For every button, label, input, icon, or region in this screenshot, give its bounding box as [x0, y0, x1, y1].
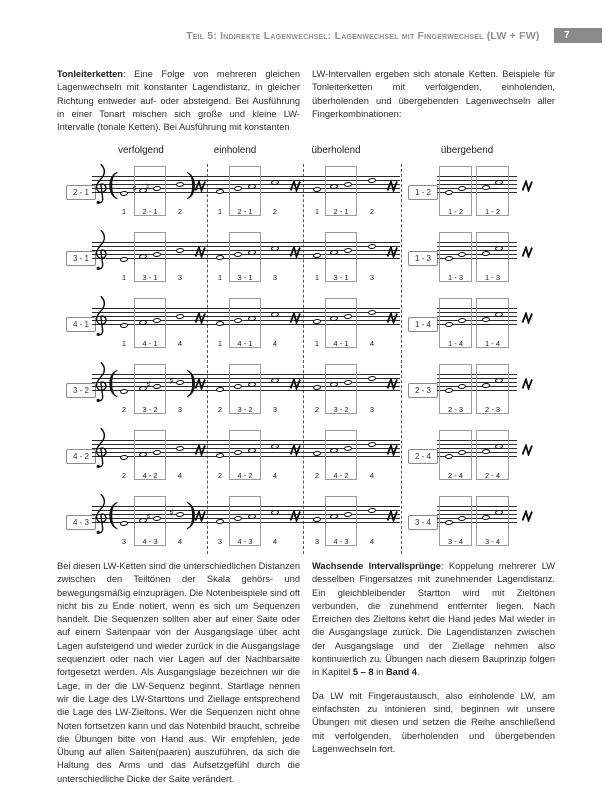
row-right-interval-label: 1 - 2 — [408, 185, 438, 200]
staff-system — [92, 296, 402, 358]
fingering-pair: 2 - 1 — [142, 207, 158, 216]
intro-left-text: : Eine Folge von mehreren gleichen Lagenwechseln mit konstanter Lagendistanz, in gleicher Richtung entweder auf- oder absteigend. Bei Ausführung in einer Tonart mischen sich große und kleine LW-Intervalle (tonale Ketten). Bei Ausführung mit konstanten — [57, 69, 300, 133]
fingering-start: 2 — [121, 405, 127, 414]
fingering-end: 3 — [272, 273, 278, 282]
sequence-squiggle-icon — [194, 509, 208, 527]
row-left-interval-label: 4 - 1 — [66, 317, 96, 332]
sequence-squiggle-icon — [386, 179, 400, 197]
intro-right-paragraph: LW-Intervallen ergeben sich atonale Ketten. Beispiele für Tonleiterketten mit verfolgenden, einholenden, überholenden und übergebenden Lagenwechseln aller Fingerkombinationen: — [312, 69, 555, 119]
whole-note — [176, 512, 184, 518]
whole-note — [120, 521, 128, 527]
fingering-end: 4 — [177, 471, 183, 480]
treble-clef-icon — [92, 427, 108, 478]
sequence-squiggle-icon — [386, 443, 400, 461]
column-header-uebergebend: übergebend — [440, 145, 494, 156]
fingering-start: 1 — [121, 207, 127, 216]
fingering-end: 2 — [272, 207, 278, 216]
fingering-end: 3 — [369, 273, 375, 282]
fingering-pair: 4 - 3 — [142, 537, 158, 546]
sequence-squiggle-icon — [521, 245, 535, 263]
fingering-end: 4 — [369, 471, 375, 480]
fingering-end: 2 — [369, 207, 375, 216]
whole-note — [216, 189, 224, 195]
body-right-text-b: in — [373, 667, 386, 678]
whole-note — [120, 389, 128, 395]
sequence-squiggle-icon — [194, 377, 208, 395]
whole-note — [216, 321, 224, 327]
body-right-text-a: : Koppelung mehrerer LW desselben Fingersatzes mit zunehmender Lagendistanz. Ein gleichbleibender Startton wird mit Zieltönen verbunden, die zunehmend entfernter liegen. Nach Erreichen des Zieltons kehrt die Hand jedes Mal wieder in die Ausgangslage zurück. Die Lagendistanzen zwischen der Ausgangslage und der Ziellage nehmen also kontinuierlich zu. Übungen nach diesem Bauprinzip folgen in Kapitel — [312, 561, 555, 678]
sequence-squiggle-icon — [521, 443, 535, 461]
row-right-interval-label: 1 - 4 — [408, 317, 438, 332]
row-left-interval-label: 4 - 3 — [66, 515, 96, 530]
fingering-pair: 3 - 4 — [484, 537, 500, 546]
whole-note — [368, 508, 376, 514]
sharp-accidental-icon: ♯ — [169, 376, 174, 387]
whole-note — [216, 387, 224, 393]
staff-system-right — [437, 494, 547, 556]
close-paren: ) — [186, 363, 197, 398]
whole-note — [216, 453, 224, 459]
staff-system — [92, 164, 402, 226]
fingering-pair: 4 - 2 — [142, 471, 158, 480]
open-paren: ( — [108, 363, 119, 398]
fingering-end: 4 — [272, 471, 278, 480]
fingering-start: 1 — [314, 207, 320, 216]
notation-row — [57, 360, 555, 426]
fingering-end: 4 — [177, 537, 183, 546]
whole-note — [368, 178, 376, 184]
fingering-end: 3 — [272, 405, 278, 414]
fingering-pair: 2 - 1 — [237, 207, 253, 216]
notation-row — [57, 426, 555, 492]
sequence-squiggle-icon — [521, 311, 535, 329]
sequence-squiggle-icon — [521, 179, 535, 197]
sequence-squiggle-icon — [386, 245, 400, 263]
fingering-start: 2 — [217, 405, 223, 414]
fingering-end: 3 — [177, 405, 183, 414]
body-left-column — [57, 560, 300, 796]
sequence-squiggle-icon — [289, 377, 303, 395]
whole-note — [120, 191, 128, 197]
fingering-start: 2 — [121, 471, 127, 480]
fingering-start: 1 — [217, 207, 223, 216]
staff-system-right — [437, 164, 547, 226]
whole-note — [176, 380, 184, 386]
notation-row — [57, 162, 555, 228]
fingering-pair: 2 - 1 — [333, 207, 349, 216]
fingering-end: 4 — [272, 537, 278, 546]
sequence-squiggle-icon — [194, 245, 208, 263]
notation-rows — [57, 162, 555, 558]
body-right-column — [312, 560, 555, 796]
fingering-start: 3 — [217, 537, 223, 546]
whole-note — [176, 446, 184, 452]
fingering-end: 4 — [369, 537, 375, 546]
notation-row — [57, 294, 555, 360]
fingering-start: 1 — [314, 339, 320, 348]
fingering-pair: 1 - 3 — [484, 273, 500, 282]
body-right-bold-band: Band 4 — [385, 667, 417, 678]
open-paren: ( — [108, 165, 119, 200]
intro-left-lead: Tonleiterketten — [57, 69, 123, 79]
fingering-end: 3 — [369, 405, 375, 414]
whole-note — [368, 244, 376, 250]
notation-row — [57, 228, 555, 294]
row-right-interval-label: 2 - 3 — [408, 383, 438, 398]
close-paren: ) — [186, 495, 197, 530]
fingering-end: 4 — [369, 339, 375, 348]
whole-note — [176, 182, 184, 188]
fingering-start: 1 — [121, 273, 127, 282]
staff-system-right — [437, 230, 547, 292]
treble-clef-icon — [92, 361, 108, 412]
fingering-end: 4 — [177, 339, 183, 348]
page-number-badge: 7 — [554, 28, 602, 43]
fingering-pair: 4 - 1 — [237, 339, 253, 348]
row-right-interval-label: 1 - 3 — [408, 251, 438, 266]
fingering-pair: 3 - 2 — [237, 405, 253, 414]
sequence-squiggle-icon — [521, 509, 535, 527]
whole-note — [368, 310, 376, 316]
fingering-start: 1 — [217, 273, 223, 282]
row-left-interval-label: 2 - 1 — [66, 185, 96, 200]
fingering-pair: 3 - 2 — [333, 405, 349, 414]
intro-left-paragraph — [57, 68, 300, 134]
sharp-accidental-icon: ♯ — [169, 508, 174, 519]
fingering-pair: 4 - 2 — [333, 471, 349, 480]
staff-system — [92, 428, 402, 490]
sequence-squiggle-icon — [289, 509, 303, 527]
notation-row — [57, 492, 555, 558]
staff-system-right — [437, 362, 547, 424]
sharp-accidental-icon: ♯ — [146, 380, 151, 391]
sequence-squiggle-icon — [386, 509, 400, 527]
fingering-pair: 2 - 3 — [484, 405, 500, 414]
body-right-text-c: . — [416, 667, 420, 678]
fingering-pair: 2 - 3 — [447, 405, 463, 414]
whole-note — [368, 376, 376, 382]
column-header-ueberholend: überholend — [311, 145, 361, 156]
fingering-start: 1 — [314, 273, 320, 282]
fingering-start: 3 — [314, 537, 320, 546]
staff-system-right — [437, 296, 547, 358]
whole-note — [120, 323, 128, 329]
sequence-squiggle-icon — [289, 179, 303, 197]
fingering-pair: 4 - 3 — [237, 537, 253, 546]
fingering-pair: 2 - 4 — [484, 471, 500, 480]
intro-right-column — [312, 68, 555, 144]
fingering-pair: 1 - 3 — [447, 273, 463, 282]
fingering-pair: 3 - 1 — [142, 273, 158, 282]
sequence-squiggle-icon — [521, 377, 535, 395]
staff-system — [92, 494, 402, 556]
sequence-squiggle-icon — [289, 245, 303, 263]
fingering-pair: 4 - 1 — [333, 339, 349, 348]
sequence-squiggle-icon — [194, 179, 208, 197]
body-right-lead: Wachsende Intervallsprünge — [312, 561, 441, 571]
fingering-pair: 4 - 3 — [333, 537, 349, 546]
row-right-interval-label: 2 - 4 — [408, 449, 438, 464]
body-left-paragraph: Bei diesen LW-Ketten sind die unterschiedlichen Distanzen zwischen den Teiltönen der Skala gehörs- und bewegungsmäßig einzuprägen. Die Notenbeispiele sind oft nicht bis zu Ende notiert, wenn es sich um Sequenzen handelt. Die Sequenzen sollten aber auf einer Saite oder auf einem Saitenpaar von der Ausgangslage über acht Lagen aufsteigend und wieder zurück in die Ausgangslage sequenziert oder nach vier Lagen auf der Nachbarsaite fortgesetzt werden. Als Ausgangslage bezeichnen wir die Lage, in der die LW-Sequenz beginnt. Startlage nennen wir die Lage des LW-Starttons und Ziellage entsprechend die Lage des LW-Zieltons. Wer die Sequenzen nicht ohne Noten fortsetzen kann und das Notenbild braucht, schreibe die Übungen bitte von Hand aus. Wir empfehlen, jede Übung auf allen Saiten(paaren) auszuführen, da sich die Haltung des Arms und das Aufsetzgefühl durch die unterschiedliche Dicke der Saite verändert. — [57, 561, 300, 784]
whole-note — [216, 519, 224, 525]
row-left-interval-label: 3 - 2 — [66, 383, 96, 398]
row-left-interval-label: 4 - 2 — [66, 449, 96, 464]
intro-columns — [57, 68, 555, 144]
whole-note — [368, 442, 376, 448]
staff-system-right — [437, 428, 547, 490]
fingering-pair: 3 - 4 — [447, 537, 463, 546]
column-header-verfolgend: verfolgend — [118, 145, 164, 156]
whole-note — [216, 255, 224, 261]
treble-clef-icon — [92, 295, 108, 346]
sharp-accidental-icon: ♯ — [146, 512, 151, 523]
fingering-pair: 3 - 2 — [142, 405, 158, 414]
fingering-start: 2 — [217, 471, 223, 480]
fingering-pair: 1 - 2 — [484, 207, 500, 216]
sequence-squiggle-icon — [289, 311, 303, 329]
fingering-end: 4 — [272, 339, 278, 348]
fingering-end: 2 — [177, 207, 183, 216]
sequence-squiggle-icon — [194, 311, 208, 329]
notation-block — [57, 145, 555, 561]
fingering-start: 2 — [314, 405, 320, 414]
body-right-paragraph-2: Da LW mit Fingeraustausch, also einholende LW, am einfachsten zu intonieren sind, beginnen wir unsere Übungen mit diesen und setzen die Reihe anschließend mit verfolgenden, überholenden und übergebenden Lagenwechseln fort. — [312, 690, 555, 754]
fingering-pair: 1 - 4 — [447, 339, 463, 348]
fingering-start: 1 — [121, 339, 127, 348]
whole-note — [176, 248, 184, 254]
body-right-paragraph-1 — [312, 560, 555, 680]
fingering-end: 3 — [177, 273, 183, 282]
row-right-interval-label: 3 - 4 — [408, 515, 438, 530]
fingering-pair: 1 - 4 — [484, 339, 500, 348]
natural-accidental-icon: ♮ — [146, 182, 150, 193]
page-header — [57, 27, 602, 45]
column-header-einholend: einholend — [213, 145, 257, 156]
fingering-pair: 2 - 4 — [447, 471, 463, 480]
fingering-start: 2 — [314, 471, 320, 480]
body-right-bold-chapters: 5 – 8 — [352, 667, 374, 678]
sharp-accidental-icon: ♯ — [132, 184, 137, 195]
staff-system — [92, 230, 402, 292]
whole-note — [176, 314, 184, 320]
close-paren: ) — [186, 165, 197, 200]
fingering-start: 3 — [121, 537, 127, 546]
open-paren: ( — [108, 495, 119, 530]
chapter-title: Teil 5: Indirekte Lagenwechsel: Lagenwechsel mit Fingerwechsel (LW + FW) — [186, 29, 540, 42]
treble-clef-icon — [92, 229, 108, 280]
fingering-pair: 1 - 2 — [447, 207, 463, 216]
fingering-start: 1 — [217, 339, 223, 348]
treble-clef-icon — [92, 493, 108, 544]
staff-system — [92, 362, 402, 424]
fingering-pair: 3 - 1 — [333, 273, 349, 282]
whole-note — [120, 455, 128, 461]
treble-clef-icon — [92, 163, 108, 214]
whole-note — [120, 257, 128, 263]
sequence-squiggle-icon — [194, 443, 208, 461]
intro-left-column — [57, 68, 300, 144]
sequence-squiggle-icon — [386, 311, 400, 329]
fingering-pair: 4 - 1 — [142, 339, 158, 348]
fingering-pair: 4 - 2 — [237, 471, 253, 480]
fingering-pair: 3 - 1 — [237, 273, 253, 282]
sequence-squiggle-icon — [386, 377, 400, 395]
row-left-interval-label: 3 - 1 — [66, 251, 96, 266]
sequence-squiggle-icon — [289, 443, 303, 461]
body-columns — [57, 560, 555, 796]
